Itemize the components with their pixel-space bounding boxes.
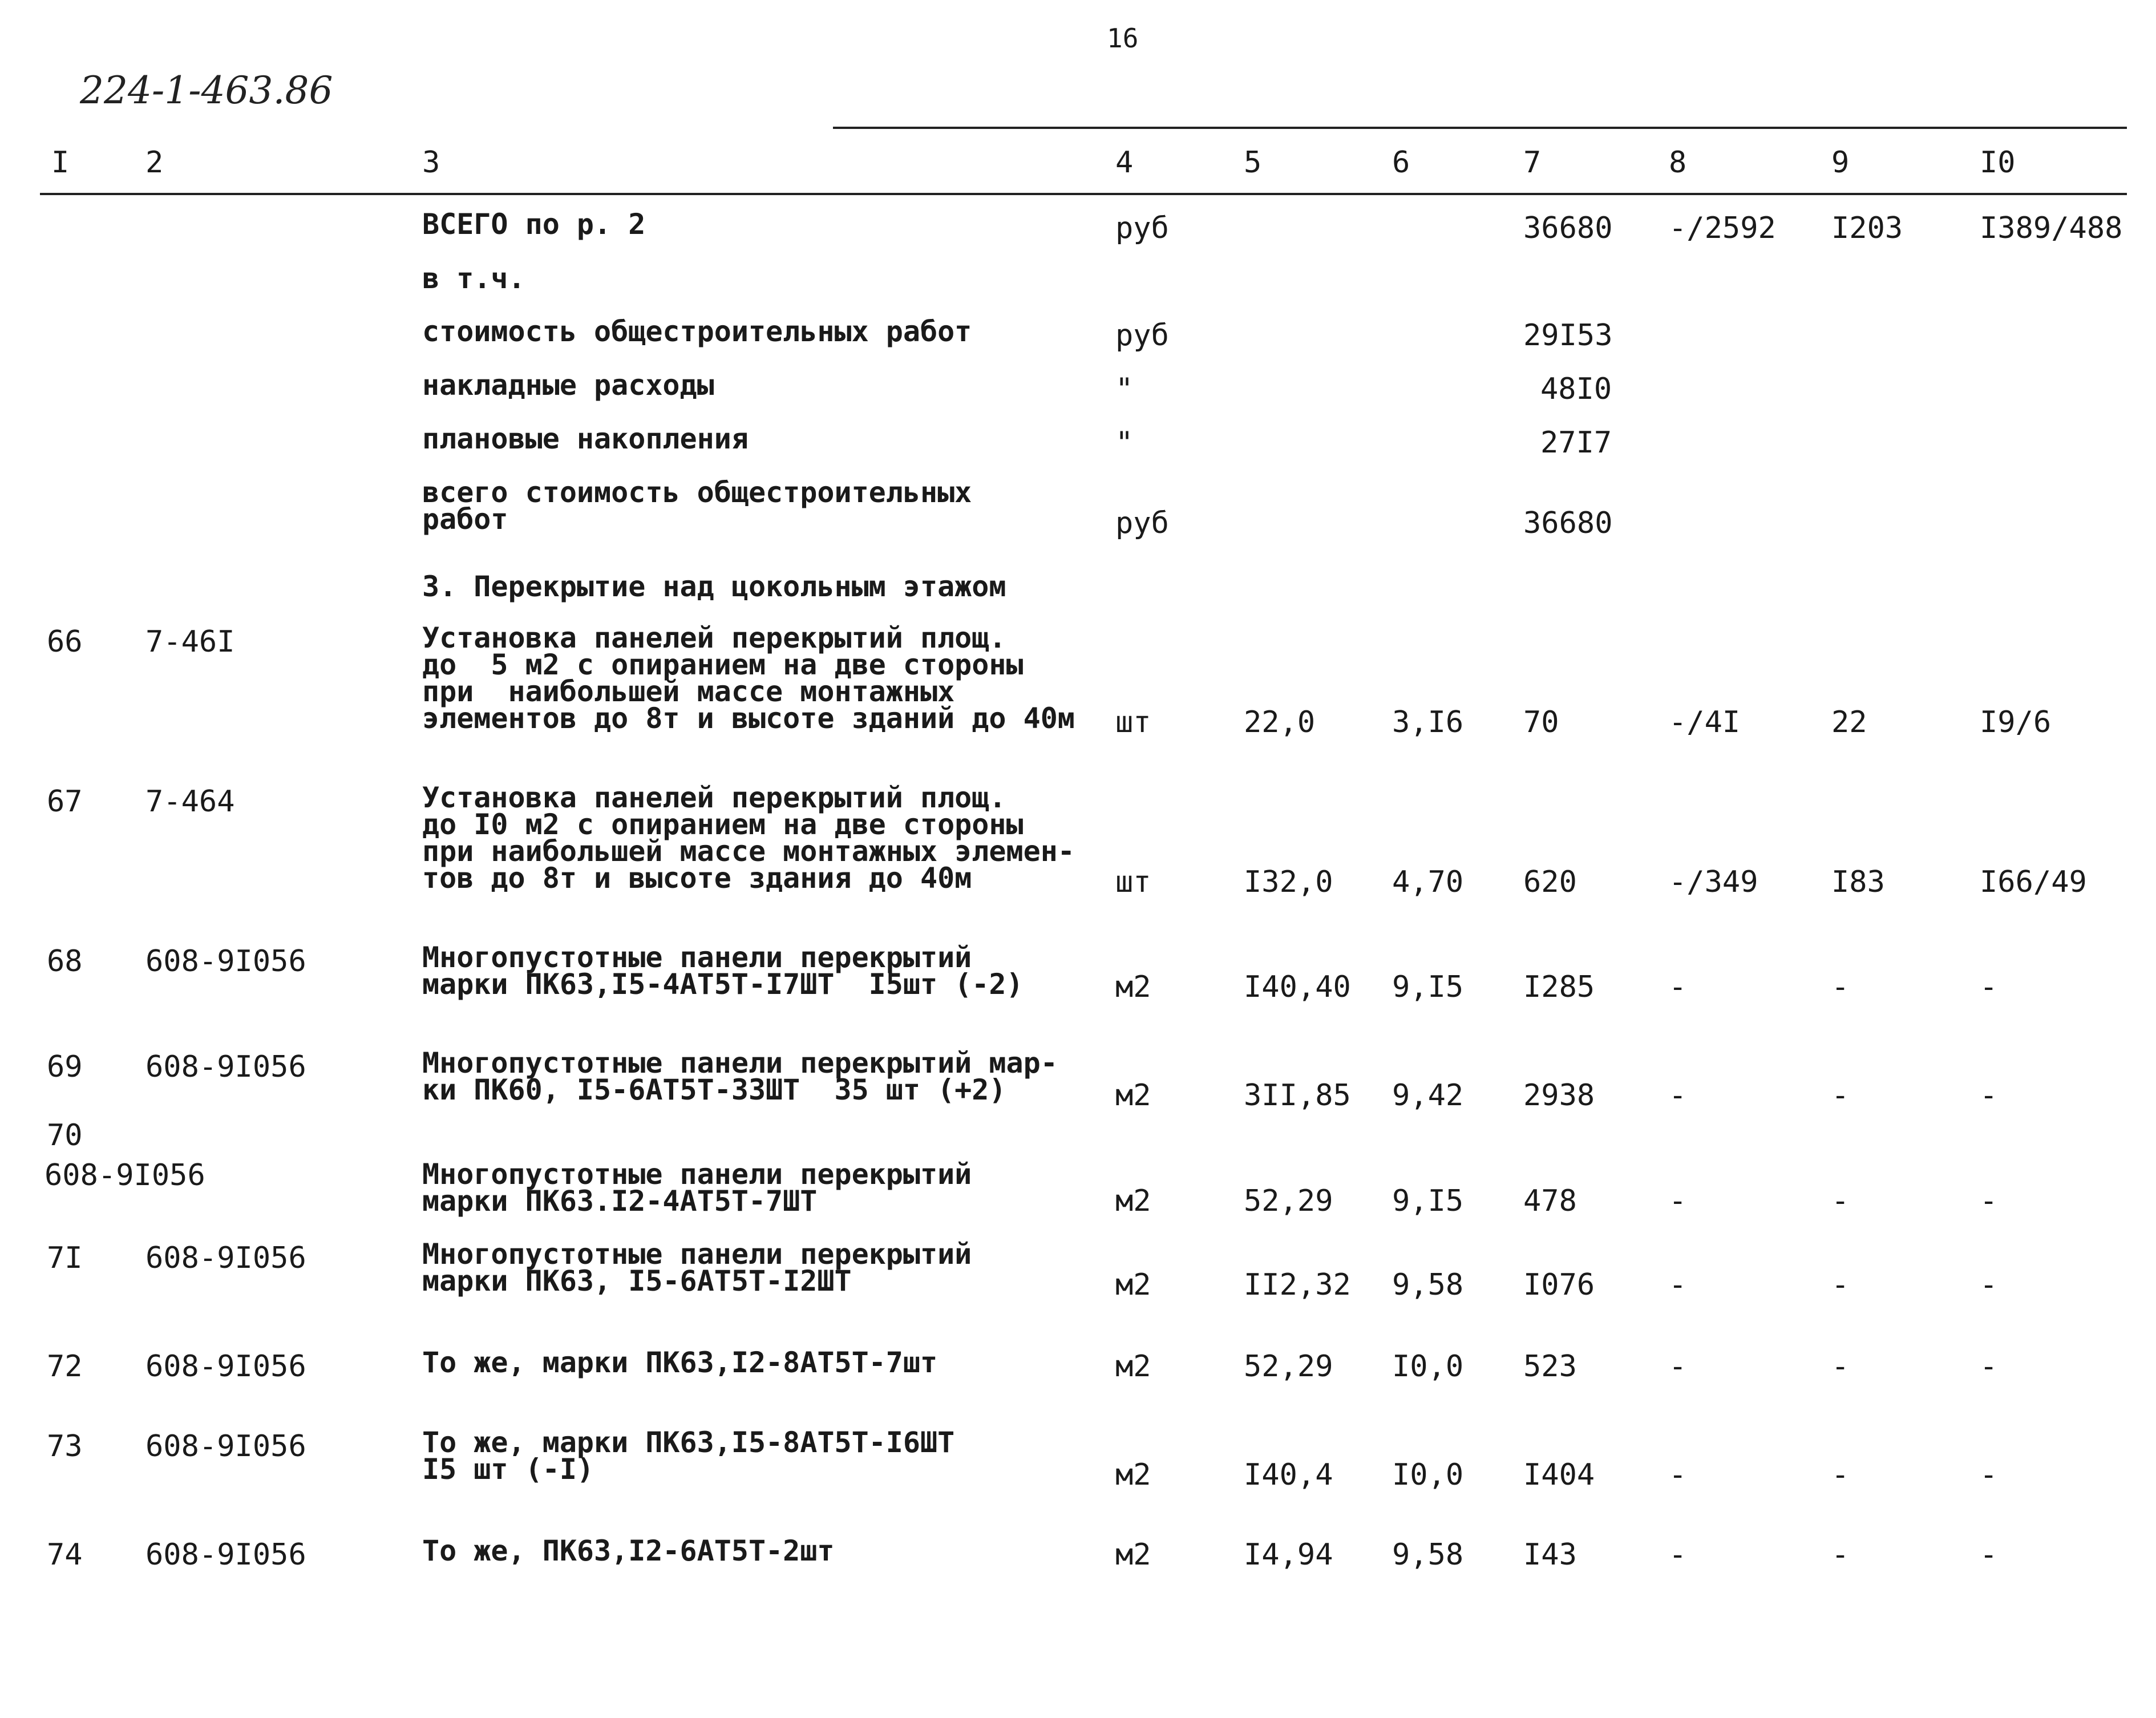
- row-code: 608-9I056: [145, 1349, 306, 1384]
- row-code: 7-464: [145, 785, 235, 819]
- summary-total-general-unit: руб: [1115, 506, 1169, 540]
- section-title: 3. Перекрытие над цокольным этажом: [422, 570, 1006, 603]
- summary-total-row: [0, 208, 2156, 245]
- summary-overhead-unit: ": [1115, 372, 1134, 406]
- row-c6: 9,42: [1392, 1078, 1464, 1113]
- col-header-4: 4: [1115, 145, 1134, 180]
- row-c6: 9,58: [1392, 1268, 1464, 1302]
- row-c6: I0,0: [1392, 1349, 1464, 1384]
- row-code: 608-9I056: [145, 944, 306, 979]
- row-c9: -: [1831, 970, 1850, 1004]
- summary-total-c9: I203: [1831, 211, 1903, 245]
- row-unit: шт: [1115, 705, 1151, 739]
- row-c7: 2938: [1523, 1078, 1595, 1113]
- row-c10: -: [1980, 1078, 1998, 1113]
- row-description: То же, марки ПК63,I2-8АТ5Т-7шт: [422, 1346, 938, 1379]
- row-c9: 22: [1831, 705, 1867, 739]
- summary-total-c10: I389/488: [1980, 211, 2123, 245]
- row-c8: -: [1669, 1538, 1687, 1572]
- col-header-3: 3: [422, 145, 440, 180]
- summary-total-general-row: [0, 476, 2156, 540]
- row-c10: -: [1980, 1458, 1998, 1492]
- row-number: 69: [47, 1050, 83, 1084]
- row-description: То же, марки ПК63,I5-8АТ5Т-I6ШТ I5 шт (-I): [422, 1426, 955, 1486]
- row-c10: -: [1980, 970, 1998, 1004]
- row-c5: 52,29: [1244, 1349, 1333, 1384]
- summary-incl-label: в т.ч.: [422, 262, 525, 295]
- summary-overhead-c7: 48I0: [1540, 372, 1612, 406]
- summary-incl-row: [0, 262, 2156, 295]
- col-header-1: I: [51, 145, 70, 180]
- row-c10: I9/6: [1980, 705, 2052, 739]
- row-c5: 3II,85: [1244, 1078, 1351, 1113]
- row-number: 73: [47, 1429, 83, 1464]
- row-c5: I4,94: [1244, 1538, 1333, 1572]
- row-unit: м2: [1115, 1458, 1151, 1492]
- col-header-7: 7: [1523, 145, 1542, 180]
- row-c7: I285: [1523, 970, 1595, 1004]
- table-row: [0, 1346, 2156, 1384]
- row-c10: -: [1980, 1184, 1998, 1218]
- row-c9: -: [1831, 1458, 1850, 1492]
- summary-general-row: [0, 315, 2156, 353]
- row-c8: -: [1669, 1078, 1687, 1113]
- row-c9: -: [1831, 1349, 1850, 1384]
- row-unit: м2: [1115, 1268, 1151, 1302]
- row-c6: 9,I5: [1392, 970, 1464, 1004]
- page-number: 16: [1107, 23, 1139, 54]
- row-description: Многопустотные панели перекрытий мар- ки ПК60, I5-6АТ5Т-33ШТ 35 шт (+2): [422, 1046, 1058, 1106]
- summary-total-c8: -/2592: [1669, 211, 1776, 245]
- row-code: 608-9I056: [145, 1429, 306, 1464]
- summary-overhead-row: [0, 369, 2156, 406]
- row-c8: -/349: [1669, 865, 1758, 899]
- row-c5: I40,4: [1244, 1458, 1333, 1492]
- row-c10: -: [1980, 1538, 1998, 1572]
- row-code: 608-9I056: [145, 1538, 306, 1572]
- row-c6: 3,I6: [1392, 705, 1464, 739]
- row-c6: I0,0: [1392, 1458, 1464, 1492]
- summary-total-label: ВСЕГО по р. 2: [422, 208, 646, 241]
- col-header-5: 5: [1244, 145, 1262, 180]
- row-c6: 9,I5: [1392, 1184, 1464, 1218]
- row-unit: м2: [1115, 1078, 1151, 1113]
- row-c8: -: [1669, 1349, 1687, 1384]
- row-c7: 70: [1523, 705, 1559, 739]
- col-header-2: 2: [145, 145, 164, 180]
- row-c9: -: [1831, 1184, 1850, 1218]
- row-c10: I66/49: [1980, 865, 2087, 899]
- col-header-8: 8: [1669, 145, 1687, 180]
- row-c7: 523: [1523, 1349, 1577, 1384]
- row-description: Установка панелей перекрытий площ. до 5 м2 с опиранием на две стороны при наибольшей массе монтажных элементов до 8т и высоте зданий до 40м: [422, 621, 1075, 735]
- table-row: [0, 1238, 2156, 1302]
- row-c6: 4,70: [1392, 865, 1464, 899]
- row-unit: м2: [1115, 1538, 1151, 1572]
- row-c9: I83: [1831, 865, 1885, 899]
- row-description: Многопустотные панели перекрытий марки ПК63, I5-6АТ5Т-I2ШТ: [422, 1238, 972, 1297]
- row-c8: -/4I: [1669, 705, 1741, 739]
- row-unit: м2: [1115, 1184, 1151, 1218]
- col-header-10: I0: [1980, 145, 2016, 180]
- summary-general-label: стоимость общестроительных работ: [422, 315, 972, 348]
- row-code: 608-9I056: [145, 1241, 306, 1275]
- row-description: Установка панелей перекрытий площ. до I0 м2 с опиранием на две стороны при наибольшей массе монтажных элемен- тов до 8т и высоте здания до 40м: [422, 781, 1075, 895]
- row-c9: -: [1831, 1538, 1850, 1572]
- summary-total-c7: 36680: [1523, 211, 1613, 245]
- row-c7: I43: [1523, 1538, 1577, 1572]
- document-code: 224-1-463.86: [80, 68, 333, 112]
- row-c5: I40,40: [1244, 970, 1351, 1004]
- row-unit: м2: [1115, 970, 1151, 1004]
- row-c9: -: [1831, 1078, 1850, 1113]
- table-row: [0, 1118, 2156, 1218]
- row-number: 68: [47, 944, 83, 979]
- row-c8: -: [1669, 1268, 1687, 1302]
- row-code: 608-9I056: [145, 1050, 306, 1084]
- row-c7: I076: [1523, 1268, 1595, 1302]
- summary-total-general-c7: 36680: [1523, 506, 1613, 540]
- summary-planned-c7: 27I7: [1540, 426, 1612, 460]
- summary-general-unit: руб: [1115, 318, 1169, 353]
- header-rule: [40, 193, 2127, 195]
- section-title-row: [0, 570, 2156, 603]
- row-c8: -: [1669, 970, 1687, 1004]
- row-c10: -: [1980, 1349, 1998, 1384]
- row-c7: 620: [1523, 865, 1577, 899]
- row-number: 74: [47, 1538, 83, 1572]
- summary-planned-label: плановые накопления: [422, 422, 749, 455]
- row-unit: шт: [1115, 865, 1151, 899]
- row-c8: -: [1669, 1458, 1687, 1492]
- row-description: Многопустотные панели перекрытий марки ПК63,I5-4АТ5Т-I7ШТ I5шт (-2): [422, 941, 1024, 1001]
- row-unit: м2: [1115, 1349, 1151, 1384]
- row-c5: I32,0: [1244, 865, 1333, 899]
- row-c5: II2,32: [1244, 1268, 1351, 1302]
- row-number: 67: [47, 785, 83, 819]
- col-header-6: 6: [1392, 145, 1410, 180]
- row-number: 70: [47, 1118, 83, 1153]
- col-header-9: 9: [1831, 145, 1850, 180]
- summary-total-unit: руб: [1115, 211, 1169, 245]
- row-c6: 9,58: [1392, 1538, 1464, 1572]
- summary-total-general-label: всего стоимость общестроительных работ: [422, 476, 972, 536]
- row-c7: I404: [1523, 1458, 1595, 1492]
- summary-overhead-label: накладные расходы: [422, 369, 714, 402]
- summary-planned-unit: ": [1115, 426, 1134, 460]
- row-code: 608-9I056: [45, 1158, 205, 1193]
- row-number: 7I: [47, 1241, 83, 1275]
- row-description: То же, ПК63,I2-6АТ5Т-2шт: [422, 1534, 835, 1567]
- table-row: [0, 941, 2156, 1004]
- row-c8: -: [1669, 1184, 1687, 1218]
- row-c5: 52,29: [1244, 1184, 1333, 1218]
- row-code: 7-46I: [145, 625, 235, 659]
- row-c9: -: [1831, 1268, 1850, 1302]
- row-number: 72: [47, 1349, 83, 1384]
- row-c7: 478: [1523, 1184, 1577, 1218]
- row-c10: -: [1980, 1268, 1998, 1302]
- table-row: [0, 1426, 2156, 1492]
- row-description: Многопустотные панели перекрытий марки ПК63.I2-4АТ5Т-7ШТ: [422, 1158, 972, 1218]
- row-number: 66: [47, 625, 83, 659]
- row-c5: 22,0: [1244, 705, 1316, 739]
- summary-general-c7: 29I53: [1523, 318, 1613, 353]
- top-rule: [833, 127, 2127, 129]
